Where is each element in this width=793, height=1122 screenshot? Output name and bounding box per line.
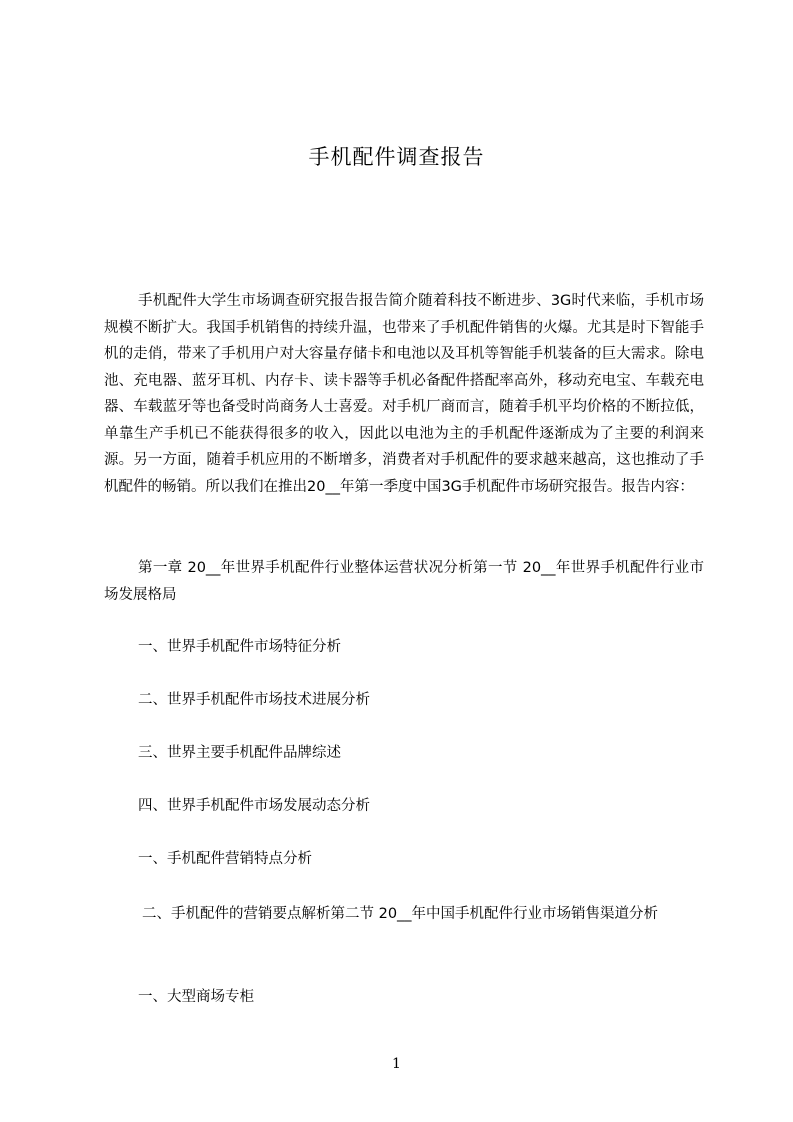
chapter-one-heading: 第一章 20__年世界手机配件行业整体运营状况分析第一节 20__年世界手机配件行业市场发展格局 [104, 560, 704, 603]
list-item: 一、世界手机配件市场特征分析 [138, 639, 341, 655]
page-title: 手机配件调查报告 [308, 145, 485, 169]
page-number: 1 [392, 1056, 401, 1072]
list-item: 三、世界主要手机配件品牌综述 [138, 745, 341, 761]
intro-paragraph: 手机配件大学生市场调查研究报告报告简介随着科技不断进步、3G时代来临，手机市场规模不断扩大。我国手机销售的持续升温，也带来了手机配件销售的火爆。尤其是时下智能手机的走俏，带来了手机用户对大容量存储卡和电池以及耳机等智能手机装备的巨大需求。除电池、充电器、蓝牙耳机、内存卡、读卡器等手机必备配件搭配率高外，移动充电宝、车载充电器、车载蓝牙等也备受时尚商务人士喜爱。对手机厂商而言，随着手机平均价格的不断拉低，单靠生产手机已不能获得很多的收入，因此以电池为主的手机配件逐渐成为了主要的利润来源。另一方面，随着手机应用的不断增多，消费者对手机配件的要求越来越高，这也推动了手机配件的畅销。所以我们在推出20__年第一季度中国3G手机配件市场研究报告。报告内容： [104, 293, 704, 495]
list-item: 一、大型商场专柜 [138, 989, 254, 1005]
list-item: 一、手机配件营销特点分析 [138, 851, 312, 867]
list-item: 二、世界手机配件市场技术进展分析 [138, 692, 370, 708]
list-item: 四、世界手机配件市场发展动态分析 [138, 798, 370, 814]
section-two-heading: 二、手机配件的营销要点解析第二节 20__年中国手机配件行业市场销售渠道分析 [142, 906, 659, 922]
